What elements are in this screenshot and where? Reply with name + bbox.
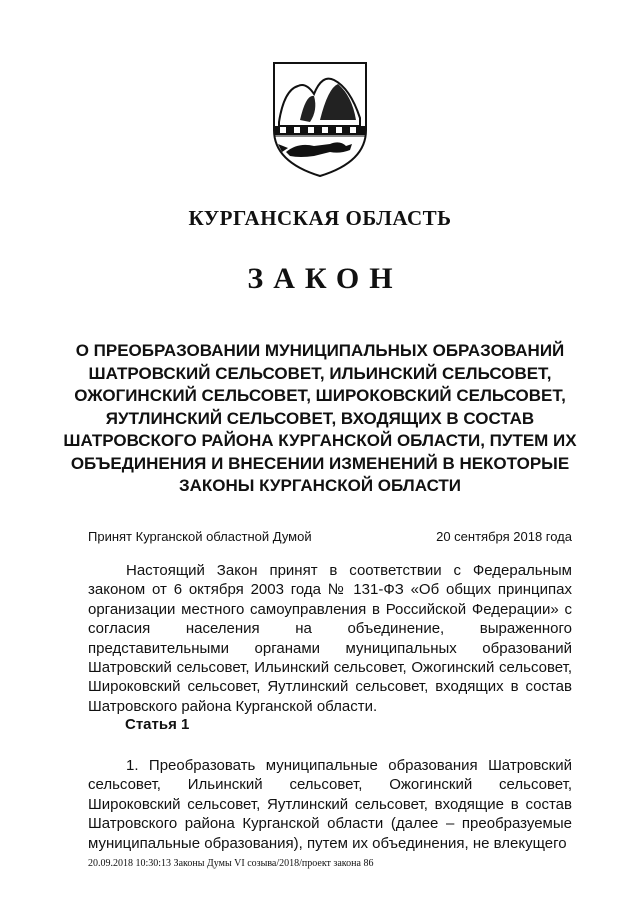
region-name: КУРГАНСКАЯ ОБЛАСТЬ: [188, 206, 452, 230]
adoption-date: 20 сентября 2018 года: [436, 529, 572, 544]
article-paragraph: 1. Преобразовать муниципальные образования Шатровский сельсовет, Ильинский сельсовет, Ожогинский сельсовет, Широковский сельсовет, Яутлинский сельсовет, входящие в состав Шатровского района Курганской области (далее – преобразуемые муниципальные образования), путем их объединения, не влекущего: [88, 757, 572, 852]
adoption-line: [88, 529, 572, 544]
document-type: ЗАКОН: [247, 262, 403, 295]
law-title: О ПРЕОБРАЗОВАНИИ МУНИЦИПАЛЬНЫХ ОБРАЗОВАНИЙ ШАТРОВСКИЙ СЕЛЬСОВЕТ, ИЛЬИНСКИЙ СЕЛЬСОВЕТ, ОЖОГИНСКИЙ СЕЛЬСОВЕТ, ШИРОКОВСКИЙ СЕЛЬСОВЕТ, ЯУТЛИНСКИЙ СЕЛЬСОВЕТ, ВХОДЯЩИХ В СОСТАВ ШАТРОВСКОГО РАЙОНА КУРГАНСКОЙ ОБЛАСТИ, ПУТЕМ ИХ ОБЪЕДИНЕНИЯ И ВНЕСЕНИИ ИЗМЕНЕНИЙ В НЕКОТОРЫЕ ЗАКОНЫ КУРГАНСКОЙ ОБЛАСТИ: [63, 341, 577, 495]
preamble-paragraph: Настоящий Закон принят в соответствии с Федеральным законом от 6 октября 2003 года № 131-ФЗ «Об общих принципах организации местного самоуправления в Российской Федерации» с согласия населения на объединение, выраженного представительными органами муниципальных образований Шатровский сельсовет, Ильинский сельсовет, Ожогинский сельсовет, Широковский сельсовет, Яутлинский сельсовет, входящих в состав Шатровского района Курганской области.: [88, 562, 572, 715]
article-heading: Статья 1: [125, 716, 190, 733]
adopted-by: Принят Курганской областной Думой: [88, 529, 312, 544]
kurgan-oblast-coat-of-arms-icon: [270, 60, 370, 178]
page-footer: 20.09.2018 10:30:13 Законы Думы VI созыва/2018/проект закона 86: [88, 858, 374, 869]
